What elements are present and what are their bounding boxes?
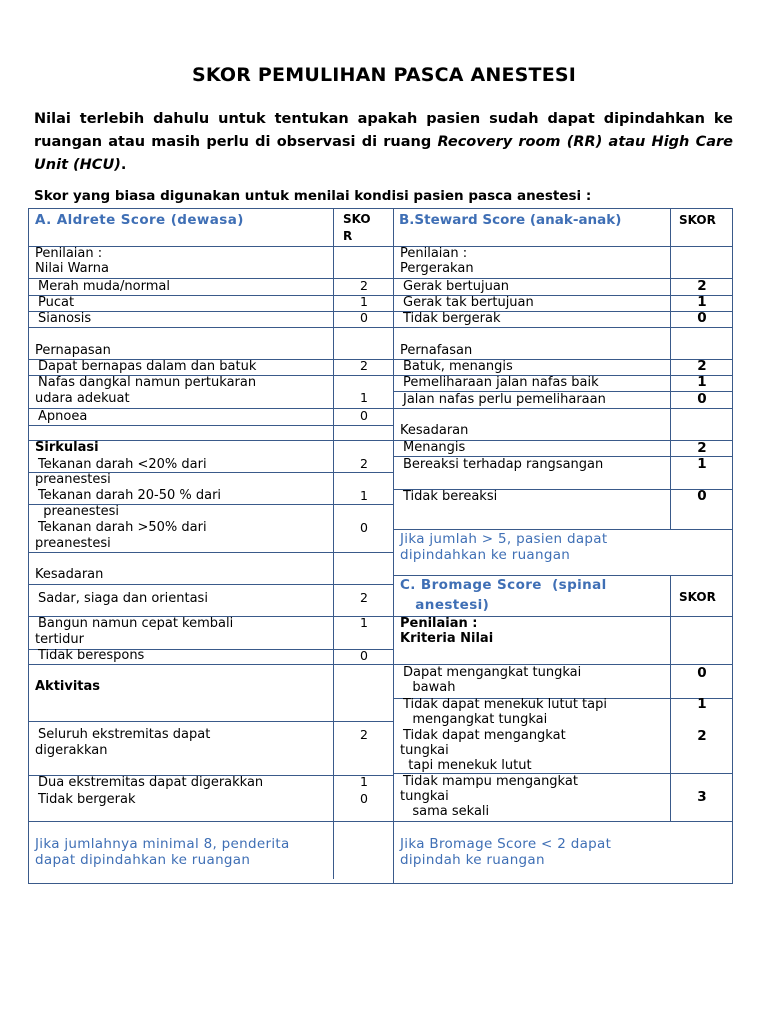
list-item <box>400 774 578 790</box>
item-label: Jalan nafas perlu pemeliharaan <box>403 392 606 407</box>
item-label: Gerak bertujuan <box>403 279 510 294</box>
lead-sentence: Skor yang biasa digunakan untuk menilai kondisi pasien pasca anestesi : <box>34 188 592 204</box>
item-label-cont: preanestesi <box>35 504 120 519</box>
item-label: Dapat bernapas dalam dan batuk <box>38 359 257 374</box>
item-score: 0 <box>697 391 707 407</box>
item-label: Bereaksi terhadap rangsangan <box>403 457 604 472</box>
list-item <box>35 279 170 295</box>
item-label: Tidak dapat menekuk lutut tapi <box>403 697 607 712</box>
item-score: 0 <box>697 310 707 326</box>
list-item <box>400 295 534 311</box>
item-label-cont: mengangkat tungkai <box>400 712 548 727</box>
divider <box>393 529 733 530</box>
item-score: 2 <box>360 358 368 373</box>
item-label: Tidak bergerak <box>403 311 501 326</box>
steward-footer: dipindahkan ke ruangan <box>400 547 571 563</box>
list-item <box>400 489 497 505</box>
list-item <box>400 375 599 391</box>
item-label: Nafas dangkal namun pertukaran <box>38 375 257 390</box>
item-label: Tekanan darah >50% dari <box>38 520 207 535</box>
list-item <box>35 648 144 664</box>
aldrete-sirkulasi: Sirkulasi <box>35 440 99 455</box>
item-score: 2 <box>360 456 368 471</box>
item-label-cont: preanestesi <box>35 536 111 551</box>
divider <box>29 327 393 328</box>
list-item <box>400 457 603 473</box>
item-score: 2 <box>697 278 707 294</box>
item-label-cont: tertidur <box>35 632 84 647</box>
intro-end: . <box>120 157 127 173</box>
list-item <box>35 488 221 504</box>
list-item <box>400 279 509 295</box>
list-item <box>400 392 606 408</box>
divider <box>29 584 393 585</box>
item-score: 3 <box>697 789 707 805</box>
list-item <box>400 359 513 375</box>
list-item <box>35 359 256 375</box>
aldrete-footer: dapat dipindahkan ke ruangan <box>35 852 251 868</box>
item-label: Seluruh ekstremitas dapat <box>38 727 211 742</box>
item-score: 0 <box>360 791 368 806</box>
item-score: 0 <box>360 648 368 663</box>
divider <box>29 425 393 426</box>
list-item <box>35 311 91 327</box>
steward-pergerakan: Pergerakan <box>400 261 474 276</box>
list-item <box>400 440 465 456</box>
item-label: Tekanan darah 20-50 % dari <box>38 488 222 503</box>
item-label: Bangun namun cepat kembali <box>38 616 234 631</box>
item-label: Menangis <box>403 440 466 455</box>
item-label-cont: sama sekali <box>400 804 490 819</box>
item-score: 0 <box>360 408 368 423</box>
bromage-footer: dipindah ke ruangan <box>400 852 545 868</box>
item-score: 0 <box>360 520 368 535</box>
intro-text: Nilai terlebih dahulu untuk tentukan apakah pasien sudah dapat dipindahkan ke ruangan atau masih perlu di observasi di ruang <box>34 111 733 150</box>
item-score: 0 <box>697 665 707 681</box>
item-label-cont: digerakkan <box>35 743 108 758</box>
item-score: 1 <box>697 456 707 472</box>
divider <box>29 721 393 722</box>
item-label-cont: udara adekuat <box>35 391 130 406</box>
item-label: Apnoea <box>38 409 88 424</box>
item-score: 0 <box>360 310 368 325</box>
list-item <box>35 727 210 743</box>
list-item <box>400 665 581 681</box>
item-label: Tidak berespons <box>38 648 145 663</box>
item-label: Pucat <box>38 295 75 310</box>
item-label: Tidak bergerak <box>38 792 136 807</box>
item-label: Dua ekstremitas dapat digerakkan <box>38 775 264 790</box>
list-item <box>35 520 207 536</box>
divider <box>393 821 733 822</box>
item-score: 1 <box>360 774 368 789</box>
list-item <box>35 295 74 311</box>
item-label: Gerak tak bertujuan <box>403 295 534 310</box>
intro-paragraph <box>34 108 733 177</box>
item-score: 1 <box>697 696 707 712</box>
bromage-header: C. Bromage Score (spinal <box>400 577 607 593</box>
item-score: 1 <box>360 294 368 309</box>
item-label-cont: tapi menekuk lutut <box>400 758 532 773</box>
item-label-cont: preanestesi <box>35 472 111 487</box>
bromage-header: anestesi) <box>400 597 490 613</box>
intro-italic-text: Recovery room (RR) atau High Care Unit (HCU) <box>34 134 733 173</box>
item-label: Pemeliharaan jalan nafas baik <box>403 375 599 390</box>
item-label-cont: tungkai <box>400 789 449 804</box>
steward-skor-header: SKOR <box>679 213 716 227</box>
list-item <box>35 375 256 391</box>
aldrete-pernapasan: Pernapasan <box>35 343 111 358</box>
divider <box>29 552 393 553</box>
score-table <box>28 208 733 884</box>
list-item <box>35 616 233 632</box>
item-score: 2 <box>697 440 707 456</box>
aldrete-skor-header: R <box>343 229 353 243</box>
list-item <box>35 457 207 473</box>
divider <box>670 246 671 529</box>
bromage-penilaian: Penilaian : <box>400 616 478 631</box>
item-score: 2 <box>697 728 707 744</box>
item-score: 2 <box>360 278 368 293</box>
divider <box>29 664 393 665</box>
aldrete-kesadaran: Kesadaran <box>35 567 104 582</box>
steward-kesadaran: Kesadaran <box>400 423 469 438</box>
steward-penilaian: Penilaian : <box>400 246 468 261</box>
aldrete-penilaian: Penilaian : <box>35 246 103 261</box>
item-score: 2 <box>360 590 368 605</box>
list-item <box>400 728 566 744</box>
item-label: Merah muda/normal <box>38 279 170 294</box>
item-score: 1 <box>697 374 707 390</box>
item-label: Sadar, siaga dan orientasi <box>38 591 208 606</box>
steward-header: B.Steward Score (anak-anak) <box>399 212 622 228</box>
item-score: 0 <box>697 488 707 504</box>
divider <box>393 575 733 576</box>
divider <box>670 209 671 246</box>
item-score: 1 <box>360 488 368 503</box>
aldrete-nilai-warna: Nilai Warna <box>35 261 109 276</box>
item-label: Batuk, menangis <box>403 359 513 374</box>
item-label-cont: bawah <box>400 680 456 695</box>
list-item <box>35 775 263 791</box>
item-label: Tidak mampu mengangkat <box>403 774 578 789</box>
item-label: Tekanan darah <20% dari <box>38 457 207 472</box>
steward-pernafasan: Pernafasan <box>400 343 473 358</box>
item-score: 1 <box>360 615 368 630</box>
item-label: Dapat mengangkat tungkai <box>403 665 582 680</box>
list-item <box>400 697 607 713</box>
item-score: 1 <box>360 390 368 405</box>
item-score: 2 <box>360 727 368 742</box>
aldrete-skor-header: SKO <box>343 212 371 226</box>
list-item <box>35 591 208 607</box>
divider <box>29 821 393 822</box>
aldrete-aktivitas: Aktivitas <box>35 679 101 694</box>
item-label: Tidak dapat mengangkat <box>403 728 566 743</box>
item-label: Sianosis <box>38 311 92 326</box>
bromage-kriteria: Kriteria Nilai <box>400 631 494 646</box>
item-label-cont: tungkai <box>400 743 449 758</box>
divider <box>393 408 733 409</box>
divider <box>393 327 733 328</box>
aldrete-footer: Jika jumlahnya minimal 8, penderita <box>35 836 290 852</box>
list-item <box>35 409 87 425</box>
item-score: 2 <box>697 358 707 374</box>
bromage-footer: Jika Bromage Score < 2 dapat <box>400 836 612 852</box>
list-item <box>35 792 136 808</box>
steward-footer: Jika jumlah > 5, pasien dapat <box>400 531 608 547</box>
bromage-skor-header: SKOR <box>679 590 716 604</box>
item-score: 1 <box>697 294 707 310</box>
document-title: SKOR PEMULIHAN PASCA ANESTESI <box>191 64 577 86</box>
aldrete-header: A. Aldrete Score (dewasa) <box>35 212 244 228</box>
list-item <box>400 311 501 327</box>
item-label: Tidak bereaksi <box>403 489 498 504</box>
